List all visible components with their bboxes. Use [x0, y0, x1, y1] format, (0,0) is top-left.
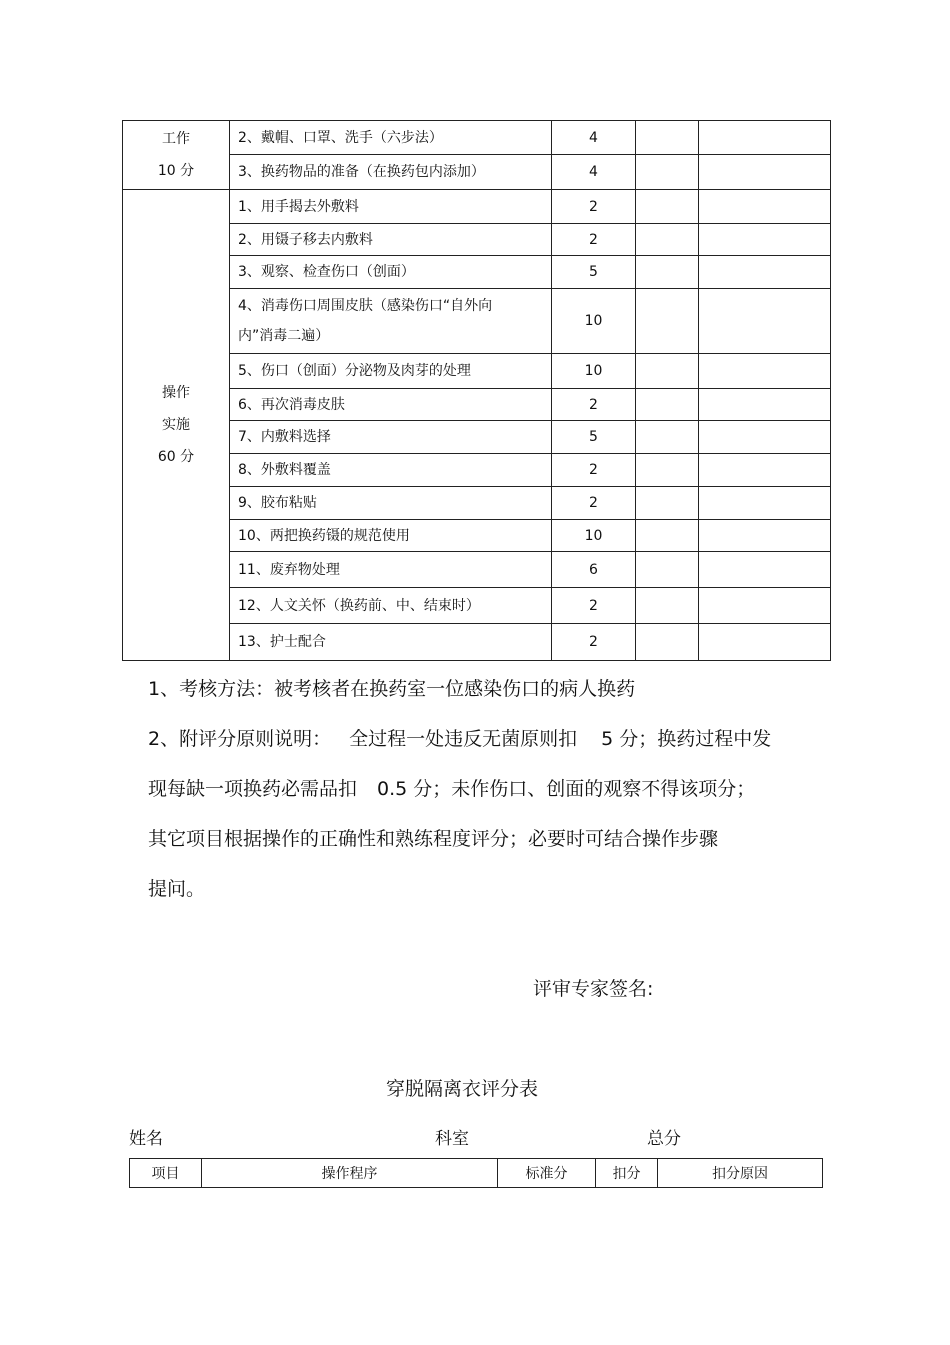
deduction-cell — [636, 552, 699, 588]
note-line: 其它项目根据操作的正确性和熟练程度评分；必要时可结合操作步骤 — [148, 828, 719, 850]
standard-score-cell: 2 — [552, 487, 636, 520]
deduction-reason-cell — [699, 624, 831, 661]
table-row — [123, 552, 831, 588]
deduction-cell — [636, 190, 699, 224]
deduction-cell — [636, 256, 699, 289]
table-row — [123, 289, 831, 354]
table-row — [123, 421, 831, 454]
step-cell: 2、戴帽、口罩、洗手（六步法） — [230, 121, 552, 155]
deduction-cell — [636, 588, 699, 624]
standard-score-cell: 4 — [552, 155, 636, 190]
deduction-cell — [636, 354, 699, 389]
table-row — [123, 354, 831, 389]
deduction-reason-cell — [699, 588, 831, 624]
note-line: 提问。 — [148, 878, 206, 900]
name-label: 姓名 — [129, 1129, 163, 1149]
note-text: 0.5 分；未作伤口、创面的观察不得该项分； — [377, 778, 756, 800]
standard-score-cell: 10 — [552, 354, 636, 389]
note-line-scoring-principles — [148, 724, 771, 751]
deduction-cell — [636, 520, 699, 552]
standard-score-cell: 6 — [552, 552, 636, 588]
category-line: 实施 — [162, 417, 190, 433]
table-row — [123, 588, 831, 624]
deduction-reason-cell — [699, 224, 831, 256]
standard-score-cell: 2 — [552, 588, 636, 624]
standard-score-cell: 5 — [552, 421, 636, 454]
standard-score-cell: 2 — [552, 624, 636, 661]
expert-signature-label: 评审专家签名: — [533, 978, 654, 1000]
deduction-cell — [636, 155, 699, 190]
deduction-cell — [636, 224, 699, 256]
deduction-reason-cell — [699, 190, 831, 224]
table-row — [123, 454, 831, 487]
step-cell: 13、护士配合 — [230, 624, 552, 661]
header-procedure: 操作程序 — [202, 1159, 498, 1188]
header-deduction-reason: 扣分原因 — [658, 1159, 823, 1188]
step-cell: 5、伤口（创面）分泌物及肉芽的处理 — [230, 354, 552, 389]
standard-score-cell: 2 — [552, 224, 636, 256]
deduction-cell — [636, 421, 699, 454]
step-line: 4、消毒伤口周围皮肤（感染伤口“自外向 — [238, 298, 493, 314]
step-cell: 3、换药物品的准备（在换药包内添加） — [230, 155, 552, 190]
scoring-table-dressing-change — [122, 120, 831, 661]
category-line: 60 分 — [157, 449, 195, 465]
deduction-cell — [636, 487, 699, 520]
step-cell: 12、人文关怀（换药前、中、结束时） — [230, 588, 552, 624]
standard-score-cell: 4 — [552, 121, 636, 155]
table-row — [123, 190, 831, 224]
category-line: 操作 — [162, 385, 190, 401]
header-item: 项目 — [130, 1159, 202, 1188]
note-text: 2、附评分原则说明： — [148, 728, 332, 750]
deduction-reason-cell — [699, 389, 831, 421]
step-cell: 7、内敷料选择 — [230, 421, 552, 454]
deduction-cell — [636, 121, 699, 155]
step-cell: 6、再次消毒皮肤 — [230, 389, 552, 421]
table-row — [123, 389, 831, 421]
step-cell: 11、废弃物处理 — [230, 552, 552, 588]
deduction-cell — [636, 289, 699, 354]
step-cell: 8、外敷料覆盖 — [230, 454, 552, 487]
department-label: 科室 — [435, 1129, 469, 1149]
deduction-reason-cell — [699, 256, 831, 289]
standard-score-cell: 2 — [552, 389, 636, 421]
step-line: 内”消毒二遍） — [238, 328, 330, 344]
header-standard-score: 标准分 — [498, 1159, 596, 1188]
step-cell: 9、胶布粘贴 — [230, 487, 552, 520]
isolation-gown-score-table — [129, 1158, 823, 1188]
deduction-reason-cell — [699, 552, 831, 588]
deduction-reason-cell — [699, 121, 831, 155]
header-deduction: 扣分 — [596, 1159, 658, 1188]
table-row — [123, 487, 831, 520]
table-row — [123, 256, 831, 289]
deduction-reason-cell — [699, 520, 831, 552]
standard-score-cell: 2 — [552, 454, 636, 487]
standard-score-cell: 5 — [552, 256, 636, 289]
note-text: 5 分；换药过程中发 — [601, 728, 772, 750]
category-cell — [123, 121, 230, 190]
step-cell — [230, 289, 552, 354]
category-line: 工作 — [162, 131, 190, 147]
form-title: 穿脱隔离衣评分表 — [385, 1078, 538, 1100]
deduction-cell — [636, 624, 699, 661]
deduction-reason-cell — [699, 155, 831, 190]
standard-score-cell: 10 — [552, 289, 636, 354]
standard-score-cell: 10 — [552, 520, 636, 552]
standard-score-cell: 2 — [552, 190, 636, 224]
note-line-assessment-method: 1、考核方法：被考核者在换药室一位感染伤口的病人换药 — [148, 678, 636, 700]
table-header-row — [130, 1159, 823, 1188]
table-row — [123, 155, 831, 190]
deduction-cell — [636, 454, 699, 487]
deduction-cell — [636, 389, 699, 421]
deduction-reason-cell — [699, 487, 831, 520]
step-cell: 3、观察、检查伤口（创面） — [230, 256, 552, 289]
table-row — [123, 520, 831, 552]
deduction-reason-cell — [699, 454, 831, 487]
deduction-reason-cell — [699, 289, 831, 354]
table-row — [123, 624, 831, 661]
table-row — [123, 224, 831, 256]
category-line: 10 分 — [157, 163, 195, 179]
step-cell: 2、用镊子移去内敷料 — [230, 224, 552, 256]
note-line — [148, 774, 755, 801]
deduction-reason-cell — [699, 421, 831, 454]
step-cell: 10、两把换药镊的规范使用 — [230, 520, 552, 552]
category-cell — [123, 190, 230, 661]
deduction-reason-cell — [699, 354, 831, 389]
note-text: 现每缺一项换药必需品扣 — [148, 778, 358, 800]
table-row — [123, 121, 831, 155]
step-cell: 1、用手揭去外敷料 — [230, 190, 552, 224]
note-text: 全过程一处违反无菌原则扣 — [349, 728, 578, 750]
total-score-label: 总分 — [647, 1129, 681, 1149]
